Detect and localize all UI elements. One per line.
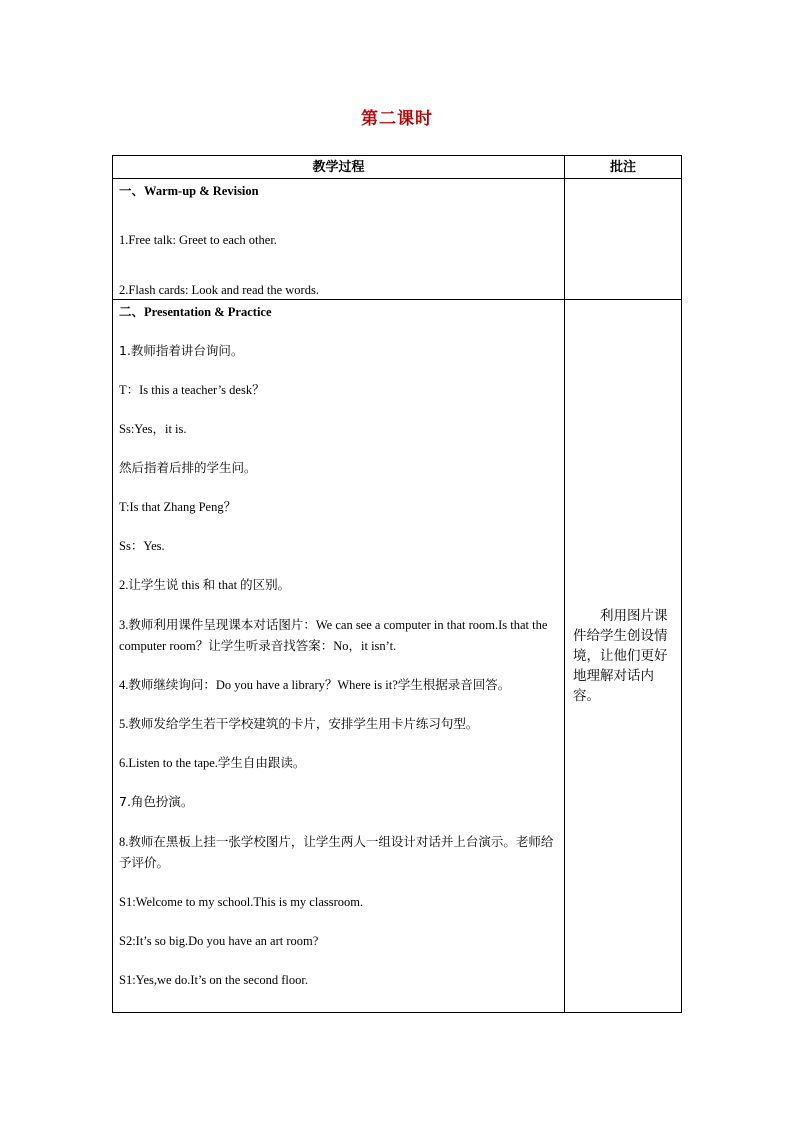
warmup-number: 一、 <box>119 183 145 198</box>
step-line: 1.教师指着讲台询问。 <box>119 343 244 358</box>
warmup-notes-cell <box>565 179 682 300</box>
warmup-item: 1.Free talk: Greet to each other. <box>119 233 277 247</box>
header-notes: 批注 <box>565 156 682 179</box>
warmup-item: 2.Flash cards: Look and read the words. <box>119 283 319 297</box>
page-title: 第二课时 <box>361 109 433 129</box>
warmup-content-cell <box>113 179 565 300</box>
warmup-title: Warm-up & Revision <box>144 184 259 198</box>
section-row-warmup <box>113 179 682 300</box>
dialogue-line: Ss：Yes. <box>119 539 165 553</box>
step-line: 3.教师利用课件呈现课本对话图片：We can see a computer in that room.Is that the computer room？让学生听录音找答案：No，it isn’t. <box>119 618 548 653</box>
dialogue-line: S1:Welcome to my school.This is my classroom. <box>119 895 364 909</box>
presentation-content-cell <box>113 300 565 1013</box>
teaching-note: 利用图片课件给学生创设情境，让他们更好地理解对话内容。 <box>573 608 668 704</box>
lesson-table <box>112 155 682 1013</box>
step-line: 2.让学生说 this 和 that 的区别。 <box>119 578 291 592</box>
step-line: 8.教师在黑板上挂一张学校图片，让学生两人一组设计对话并上台演示。老师给予评价。 <box>119 835 554 870</box>
presentation-heading <box>119 303 558 321</box>
table-header-row <box>113 156 682 179</box>
step-line: 4.教师继续询问：Do you have a library？Where is it?学生根据录音回答。 <box>119 678 511 692</box>
section-row-presentation <box>113 300 682 1013</box>
dialogue-line: T：Is this a teacher’s desk？ <box>119 383 265 397</box>
dialogue-line: S1:Yes,we do.It’s on the second floor. <box>119 973 309 987</box>
warmup-heading <box>119 182 558 200</box>
step-line: 5.教师发给学生若干学校建筑的卡片，安排学生用卡片练习句型。 <box>119 717 479 731</box>
presentation-notes-cell <box>565 300 682 1013</box>
step-line: 然后指着后排的学生问。 <box>119 460 257 475</box>
header-process: 教学过程 <box>113 156 565 179</box>
presentation-number: 二、 <box>119 304 145 319</box>
step-line: 6.Listen to the tape.学生自由跟读。 <box>119 756 306 770</box>
dialogue-line: Ss:Yes，it is. <box>119 422 187 436</box>
presentation-title: Presentation & Practice <box>144 305 272 319</box>
step-line: 7.角色扮演。 <box>119 794 194 809</box>
dialogue-line: T:Is that Zhang Peng？ <box>119 500 237 514</box>
dialogue-line: S2:It’s so big.Do you have an art room? <box>119 934 319 948</box>
